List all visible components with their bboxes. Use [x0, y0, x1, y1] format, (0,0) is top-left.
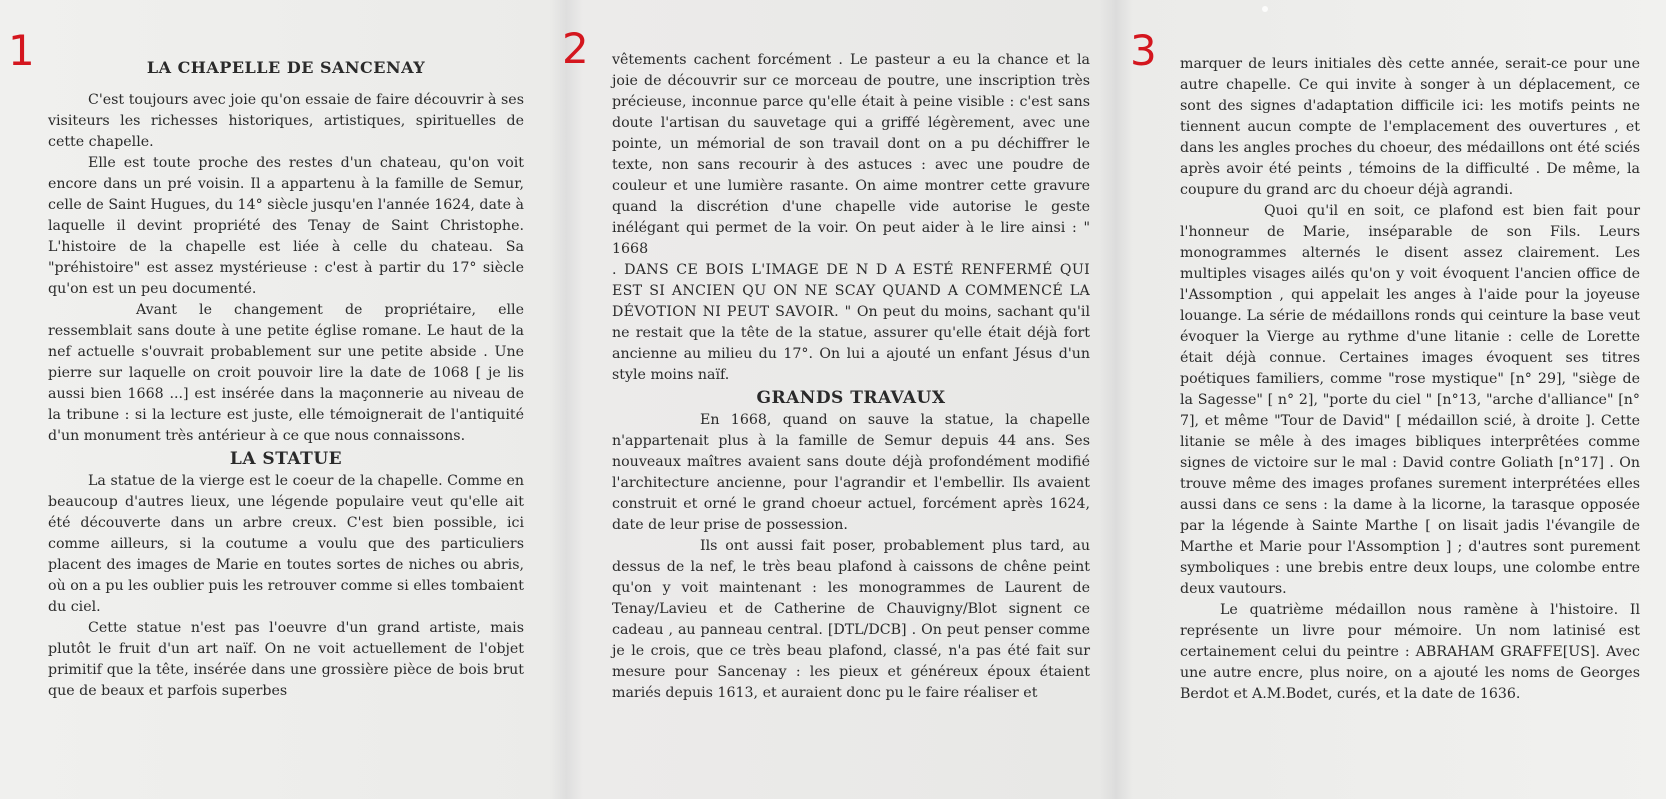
page-marker-2: 2: [562, 24, 589, 73]
paragraph: Quoi qu'il en soit, ce plafond est bien fait pour l'honneur de Marie, inséparable de son Fils. Leurs monogrammes alternés le disent assez clairement. Les multiples visages ailés qu'on y voit évoquent l'ancien office de l'Assomption , qui appelait les anges à l'aide pour la joyeuse louange. La série de médaillons ronds qui ceinture la base veut évoquer la Vierge au rythme d'une litanie : celle de Lorette était déjà connue. Certaines images évoquent ses titres poétiques familiers, comme "rose mystique" [n° 29], "siège de la Sagesse" [ n° 2], "porte du ciel " [n°13, "arche d'alliance" [n° 7], et même "Tour de David" [ médaillon scié, à droite ]. Cette litanie se mêle à des images bibliques interprêtées comme signes de victoire sur le mal : David contre Goliath [n°17] . On trouve même des images profanes surement interprétées elles aussi dans ce sens : la dame à la licorne, la tarasque opposée par la légende à Sainte Marthe [ on lisait jadis l'évangile de Marthe et Marie pour l'Assomption ] ; d'autres sont purement symboliques : une brebis entre deux loups, une colombe entre deux vautours.: [1180, 203, 1640, 597]
paragraph: La statue de la vierge est le coeur de la chapelle. Comme en beaucoup d'autres lieux, une légende populaire veut qu'elle ait été découverte dans un arbre creux. C'est bien possible, ici comme ailleurs, si la coutume a voulu que des particuliers placent des images de Marie en toutes sortes de niches ou abris, où on a pu les oublier puis les retrouver comme si elles tombaient du ciel.: [48, 473, 524, 615]
paragraph: Ils ont aussi fait poser, probablement plus tard, au dessus de la nef, le très beau plafond à caissons de chêne peint qu'on y voit maintenant : les monogrammes de Laurent de Tenay/Lavieu et de Catherine de Chauvigny/Blot signent ce cadeau , au panneau central. [DTL/DCB] . On peut penser comme je le crois, que ce très beau plafond, classé, n'a pas été fait sur mesure pour Sancenay : les pieux et généreux époux étaient mariés depuis 1613, et auraient donc pu le faire réaliser et: [612, 538, 1090, 701]
paragraph: Elle est toute proche des restes d'un chateau, qu'on voit encore dans un pré voisin. Il a appartenu à la famille de Semur, celle de Saint Hugues, du 14° siècle jusqu'en l'année 1624, date à laquelle il devint propriété des Tenay de Saint Christophe. L'histoire de la chapelle est liée à celle du chateau. Sa "préhistoire" est assez mystérieuse : c'est à partir du 17° siècle qu'on est un peu documenté.: [48, 155, 524, 297]
document-title: LA CHAPELLE DE SANCENAY: [146, 58, 426, 77]
paragraph: C'est toujours avec joie qu'on essaie de faire découvrir à ses visiteurs les richesses historiques, artistiques, spirituelles de cette chapelle.: [48, 92, 524, 150]
paragraph: [612, 50, 1090, 386]
paragraph: Le quatrième médaillon nous ramène à l'histoire. Il représente un livre pour mémoire. Un nom latinisé est certainement celui du peintre : ABRAHAM GRAFFE[US]. Avec une autre encre, plus noire, on a ajouté les noms de Georges Berdot et A.M.Bodet, curés, et la date de 1636.: [1180, 602, 1640, 702]
paragraph: Avant le changement de propriétaire, elle ressemblait sans doute à une petite église romane. Le haut de la nef actuelle s'ouvrait probablement sur une petite abside . Une pierre sur laquelle on croit pouvoir lire la date de 1068 [ je lis aussi bien 1668 ...] est insérée dans la maçonnerie au niveau de la tribune : si la lecture est juste, elle témoignerait de l'antiquité d'un monument très antérieur à ce que nous connaissons.: [48, 302, 524, 444]
paragraph-text: On peut du moins, sachant qu'il ne restait que la tête de la statue, assurer qu'elle était déjà fort ancienne au milieu du 17°. On lui a ajouté un enfant Jésus d'un style moins naïf.: [612, 304, 1091, 383]
page-marker-3: 3: [1130, 26, 1157, 75]
section-heading-statue: LA STATUE: [229, 449, 343, 469]
paragraph: Cette statue n'est pas l'oeuvre d'un grand artiste, mais plutôt le fruit d'un art naïf. On ne voit actuellement de l'objet primitif que la tête, insérée dans une grossière pièce de bois brut que de beaux et parfois superbes: [48, 620, 524, 699]
section-heading-travaux: GRANDS TRAVAUX: [756, 388, 946, 408]
paragraph: En 1668, quand on sauve la statue, la chapelle n'appartenait plus à la famille de Semur depuis 44 ans. Ses nouveaux maîtres avaient sans doute déjà profondément modifié l'architecture ancienne, pour l'agrandir et l'embellir. Ils avaient construit et orné le grand choeur actuel, forcément après 1624, date de leur prise de possession.: [612, 412, 1090, 533]
paragraph-text: vêtements cachent forcément . Le pasteur a eu la chance et la joie de découvrir sur ce morceau de poutre, une inscription très précieuse, inconnue parce qu'elle était à peine visible : c'est sans doute l'artisan du sauvetage qui a griffé légèrement, avec une pointe, un mémorial de son travail dont on a pu déchiffrer le texte, non sans recourir à des astuces : avec une poudre de couleur et une lumière rasante. On aime montrer cette gravure quand la discrétion d'une chapelle vide autorise le geste inélégant qui permet de la voir. On peut aider à le lire ainsi : " 1668: [612, 52, 1090, 257]
text-column-3: [1180, 0, 1640, 799]
paragraph: marquer de leurs initiales dès cette année, serait-ce pour une autre chapelle. Ce qui invite à songer à un déplacement, ce sont des signes d'adaptation difficile ici: les motifs peints ne tiennent aucun compte de l'emplacement des ouvertures , et dans les angles proches du choeur, des médaillons ont été sciés après avoir été peints , témoins de la difficulté . De même, la coupure du grand arc du choeur déjà agrandi.: [1180, 56, 1640, 198]
text-column-1: [48, 0, 524, 799]
inscription-text: . DANS CE BOIS L'IMAGE DE N D A ESTÉ RENFERMÉ QUI EST SI ANCIEN QU ON NE SCAY QUAND A COMMENCÉ LA DÉVOTION NI PEUT SAVOIR. ": [612, 262, 1090, 320]
text-column-2: [612, 0, 1090, 799]
page-marker-1: 1: [8, 26, 35, 75]
